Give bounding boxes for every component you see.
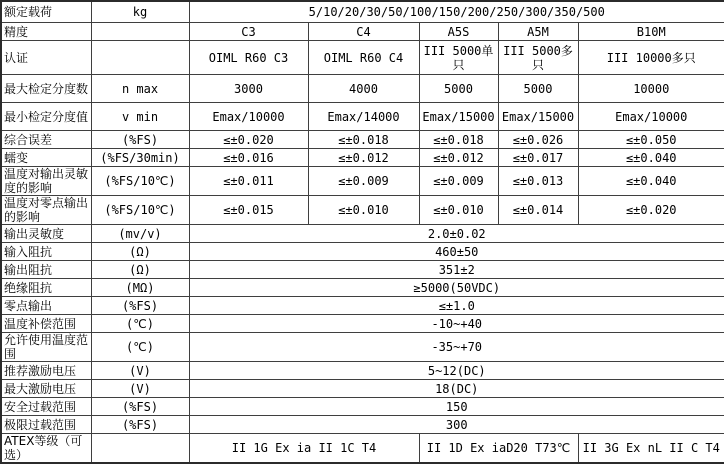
table-row-input-impedance xyxy=(1,243,724,261)
table-row-n-max xyxy=(1,75,724,103)
table-row-insulation-impedance xyxy=(1,279,724,297)
table-row-zero-output xyxy=(1,297,724,315)
cell-b10m: ≤±0.040 xyxy=(578,149,724,167)
row-label: 最大激励电压 xyxy=(1,380,91,398)
row-label: 温度对零点输出的影响 xyxy=(1,196,91,225)
table-row-accuracy-class xyxy=(1,23,724,41)
cell-a5m: ≤±0.013 xyxy=(498,167,578,196)
row-unit: v min xyxy=(91,103,189,131)
row-unit: (%FS) xyxy=(91,131,189,149)
cell-c4: ≤±0.010 xyxy=(308,196,419,225)
cell-c3: ≤±0.020 xyxy=(189,131,308,149)
table-row-rated-load xyxy=(1,1,724,23)
row-value-span: 5/10/20/30/50/100/150/200/250/300/350/500 xyxy=(189,1,724,23)
cell-c3: OIML R60 C3 xyxy=(189,41,308,75)
cell-a5s: ≤±0.012 xyxy=(419,149,498,167)
table-row-temp-effect-sensitivity xyxy=(1,167,724,196)
cell-c4: ≤±0.009 xyxy=(308,167,419,196)
table-row-output-impedance xyxy=(1,261,724,279)
row-unit xyxy=(91,23,189,41)
row-label: 推荐激励电压 xyxy=(1,362,91,380)
row-label: 温度补偿范围 xyxy=(1,315,91,333)
cell-a5m: III 5000多只 xyxy=(498,41,578,75)
cell-a5s: Emax/15000 xyxy=(419,103,498,131)
row-unit: (℃) xyxy=(91,315,189,333)
row-label: 精度 xyxy=(1,23,91,41)
table-row-atex-rating xyxy=(1,434,724,464)
cell-a5s: ≤±0.009 xyxy=(419,167,498,196)
row-label: 绝缘阻抗 xyxy=(1,279,91,297)
cell-c4: C4 xyxy=(308,23,419,41)
row-value-span: 150 xyxy=(189,398,724,416)
cell-atex-a5s-a5m: II 1D Ex iaD20 T73℃ xyxy=(419,434,578,464)
cell-b10m: III 10000多只 xyxy=(578,41,724,75)
row-label: 温度对输出灵敏度的影响 xyxy=(1,167,91,196)
row-unit: (%FS/30min) xyxy=(91,149,189,167)
row-value-span: 5~12(DC) xyxy=(189,362,724,380)
row-unit: kg xyxy=(91,1,189,23)
row-label: ATEX等级（可选） xyxy=(1,434,91,464)
cell-c4: ≤±0.012 xyxy=(308,149,419,167)
table-row-certification xyxy=(1,41,724,75)
row-unit: (Ω) xyxy=(91,243,189,261)
cell-b10m: 10000 xyxy=(578,75,724,103)
row-label: 认证 xyxy=(1,41,91,75)
cell-c3: 3000 xyxy=(189,75,308,103)
cell-c4: Emax/14000 xyxy=(308,103,419,131)
row-value-span: -35~+70 xyxy=(189,333,724,362)
table-row-temp-compensation-range xyxy=(1,315,724,333)
cell-a5m: A5M xyxy=(498,23,578,41)
row-value-span: 460±50 xyxy=(189,243,724,261)
row-value-span: ≥5000(50VDC) xyxy=(189,279,724,297)
row-unit: (V) xyxy=(91,362,189,380)
row-unit: n max xyxy=(91,75,189,103)
table-row-max-excitation xyxy=(1,380,724,398)
row-label: 综合误差 xyxy=(1,131,91,149)
row-value-span: ≤±1.0 xyxy=(189,297,724,315)
cell-b10m: ≤±0.050 xyxy=(578,131,724,149)
table-row-output-sensitivity xyxy=(1,225,724,243)
cell-c3: ≤±0.011 xyxy=(189,167,308,196)
row-label: 蠕变 xyxy=(1,149,91,167)
row-unit: (mv/v) xyxy=(91,225,189,243)
cell-a5m: ≤±0.017 xyxy=(498,149,578,167)
cell-b10m: B10M xyxy=(578,23,724,41)
row-unit: (V) xyxy=(91,380,189,398)
cell-c3: C3 xyxy=(189,23,308,41)
row-unit xyxy=(91,434,189,464)
cell-a5m: ≤±0.014 xyxy=(498,196,578,225)
cell-atex-c3-c4: II 1G Ex ia II 1C T4 xyxy=(189,434,419,464)
table-row-safe-overload xyxy=(1,398,724,416)
row-unit: (MΩ) xyxy=(91,279,189,297)
row-label: 输出灵敏度 xyxy=(1,225,91,243)
row-unit: (%FS) xyxy=(91,416,189,434)
cell-c3: ≤±0.015 xyxy=(189,196,308,225)
cell-b10m: ≤±0.020 xyxy=(578,196,724,225)
cell-b10m: Emax/10000 xyxy=(578,103,724,131)
row-label: 零点输出 xyxy=(1,297,91,315)
cell-b10m: ≤±0.040 xyxy=(578,167,724,196)
cell-a5s: III 5000单只 xyxy=(419,41,498,75)
cell-a5m: 5000 xyxy=(498,75,578,103)
row-label: 额定载荷 xyxy=(1,1,91,23)
cell-c3: ≤±0.016 xyxy=(189,149,308,167)
table-row-combined-error xyxy=(1,131,724,149)
cell-c4: 4000 xyxy=(308,75,419,103)
cell-a5s: 5000 xyxy=(419,75,498,103)
row-unit: (Ω) xyxy=(91,261,189,279)
table-row-operating-temp-range xyxy=(1,333,724,362)
cell-a5s: ≤±0.010 xyxy=(419,196,498,225)
cell-c3: Emax/10000 xyxy=(189,103,308,131)
cell-a5s: A5S xyxy=(419,23,498,41)
cell-c4: OIML R60 C4 xyxy=(308,41,419,75)
row-unit xyxy=(91,41,189,75)
row-unit: (%FS) xyxy=(91,398,189,416)
row-value-span: 300 xyxy=(189,416,724,434)
row-label: 安全过载范围 xyxy=(1,398,91,416)
row-label: 极限过载范围 xyxy=(1,416,91,434)
row-label: 允许使用温度范围 xyxy=(1,333,91,362)
row-unit: (%FS/10℃) xyxy=(91,167,189,196)
table-row-v-min xyxy=(1,103,724,131)
cell-a5s: ≤±0.018 xyxy=(419,131,498,149)
cell-a5m: ≤±0.026 xyxy=(498,131,578,149)
cell-a5m: Emax/15000 xyxy=(498,103,578,131)
table-row-creep xyxy=(1,149,724,167)
row-value-span: -10~+40 xyxy=(189,315,724,333)
table-row-recommended-excitation xyxy=(1,362,724,380)
row-unit: (%FS/10℃) xyxy=(91,196,189,225)
table-row-temp-effect-zero xyxy=(1,196,724,225)
row-unit: (%FS) xyxy=(91,297,189,315)
row-label: 最小检定分度值 xyxy=(1,103,91,131)
cell-atex-b10m: II 3G Ex nL II C T4 xyxy=(578,434,724,464)
table-row-ultimate-overload xyxy=(1,416,724,434)
row-value-span: 351±2 xyxy=(189,261,724,279)
cell-c4: ≤±0.018 xyxy=(308,131,419,149)
row-unit: (℃) xyxy=(91,333,189,362)
row-label: 输出阻抗 xyxy=(1,261,91,279)
row-label: 输入阻抗 xyxy=(1,243,91,261)
row-value-span: 18(DC) xyxy=(189,380,724,398)
row-value-span: 2.0±0.02 xyxy=(189,225,724,243)
row-label: 最大检定分度数 xyxy=(1,75,91,103)
